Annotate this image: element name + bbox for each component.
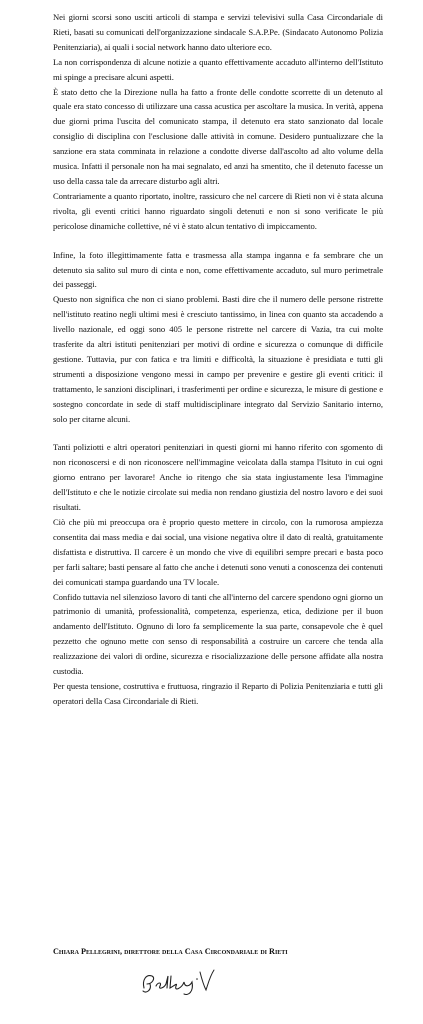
paragraph-problems: Questo non significa che non ci siano problemi. Basti dire che il numero delle persone ristrette nell'istituto reatino negli ultimi mesi è cresciuto tantissimo, in linea con quanto sta accadendo a livello nazionale, ed oggi sono 405 le persone ristrette nel carcere di Vazia, tra cui molte trasferite da altri istituti penitenziari per motivi di ordine e sicurezza o comunque di difficile gestione. Tuttavia, pur con fatica e tra limiti e difficoltà, la situazione è presidiata e tutti gli strumenti a disposizione vengono messi in campo per prevenire e gestire gli eventi critici: il trattamento, le sanzioni disciplinari, i trasferimenti per ordine e sicurezza, le misure di gestione e sostegno concordate in sede di staff multidisciplinare integrato dal Servizio Sanitario interno, solo per citarne alcuni.: [53, 294, 383, 424]
paragraph-photo: Infine, la foto illegittimamente fatta e trasmessa alla stampa inganna e fa sembrare che un detenuto sia salito sul muro di cinta e non, come effettivamente accaduto, sul muro perimetrale dei passeggi.: [53, 249, 383, 290]
paragraph-confidence: Confido tuttavia nel silenzioso lavoro di tanti che all'interno del carcere spendono ogni giorno un patrimonio di umanità, professionalità, competenza, esperienza, etica, dedizione per il buon andamento dell'Istituto. Ognuno di loro fa semplicemente la sua parte, consapevole che è quel pezzetto che ognuno mette con senso di responsabilità a costruire un carcere che tenda alla realizzazione dei valori di ordine, sicurezza e risocializzazione delle persone affidate alla nostra custodia.: [53, 591, 383, 677]
paragraph-clarification: La non corrispondenza di alcune notizie a quanto effettivamente accaduto all'interno dell'Istituto mi spinge a precisare alcuni aspetti.: [53, 56, 383, 82]
paragraph-thanks: Per questa tensione, costruttiva e fruttuosa, ringrazio il Reparto di Polizia Penitenziaria e tutti gli operatori della Casa Circondariale di Rieti.: [53, 680, 383, 706]
paragraph-staff-reaction: Tanti poliziotti e altri operatori penitenziari in questi giorni mi hanno riferito con sgomento di non riconoscersi e di non riconoscere nell'immagine veicolata dalla stampa l'Isituto in cui ogni giorno entrano per lavorare! Anche io ritengo che sia stata ingiustamente lesa l'immagine dell'Istituto e che le notizie circolate sui media non rendano giustizia del nostro lavoro e dei suoi risultati.: [53, 442, 383, 513]
signature-name: Chiara Pellegrini, direttore della Casa Circondariale di Rieti: [53, 947, 288, 956]
paragraph-no-riot: Contrariamente a quanto riportato, inoltre, rassicuro che nel carcere di Rieti non vi è stata alcuna rivolta, gli eventi critici hanno riguardato singoli detenuti e non si sono verificate le più pericolose dinamiche collettive, né vi è stato alcun tentativo di impiccamento.: [53, 190, 383, 231]
handwritten-signature-icon: [138, 966, 224, 998]
paragraph-concern: Ciò che più mi preoccupa ora è proprio questo mettere in circolo, con la rumorosa ampiezza consentita dai mass media e dai social, una visione negativa oltre il dato di realtà, gratuitamente disfattista e distruttiva. Il carcere è un mondo che vive di equilibri sempre precari e basta poco per farli saltare; basti pensare al fatto che anche i detenuti sono venuti a conoscenza dei contenuti dei comunicati stampa guardando una TV locale.: [53, 517, 383, 587]
paragraph-news-coverage: Nei giorni scorsi sono usciti articoli di stampa e servizi televisivi sulla Casa Circondariale di Rieti, basati su comunicati dell'organizzazione sindacale S.A.P.Pe. (Sindacato Autonomo Polizia Penitenziaria), ai quali i social network hanno dato ulteriore eco.: [53, 12, 383, 52]
paragraph-speaker-inmate: È stato detto che la Direzione nulla ha fatto a fronte delle condotte scorrette di un detenuto al quale era stato concesso di utilizzare una cassa acustica per ascoltare la musica. In verità, appena due giorni prima l'uscita del comunicato stampa, il detenuto era stato sanzionato dal locale consiglio di disciplina con l'esclusione dalle attività in comune. Desidero puntualizzare che la sanzione era stata comminata in relazione a condotte diverse dall'ascolto ad alto volume della musica. Infatti il personale non ha mai segnalato, ed anzi ha smentito, che il detenuto facesse un uso della cassa tale da arrecare disturbo agli altri.: [53, 86, 383, 186]
letter-body: [53, 10, 383, 709]
